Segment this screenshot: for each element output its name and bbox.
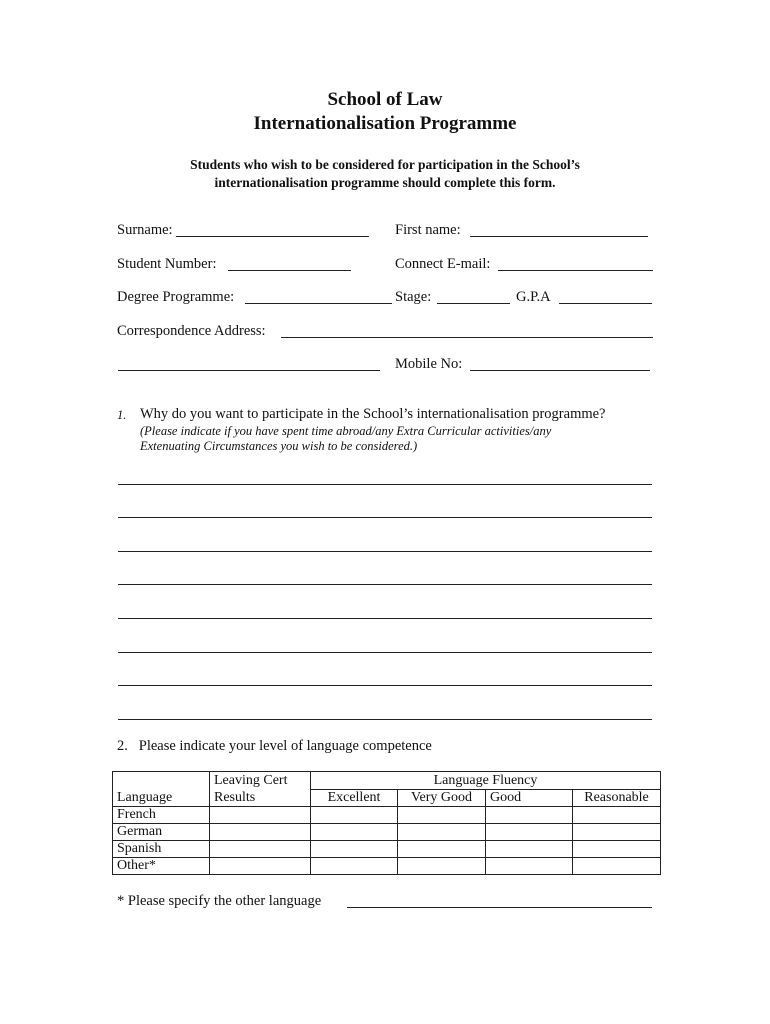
language-name: Other* [113, 857, 210, 874]
student-number-field[interactable] [228, 270, 351, 271]
question-1-note-line-1: (Please indicate if you have spent time abroad/any Extra Curricular activities/any [140, 424, 552, 438]
answer-line[interactable] [118, 484, 652, 485]
good-cell[interactable] [486, 857, 573, 874]
answer-line[interactable] [118, 618, 652, 619]
connect-email-label: Connect E-mail: [395, 256, 491, 272]
page-title: School of Law [327, 89, 443, 110]
gpa-field[interactable] [559, 303, 652, 304]
language-name: German [113, 823, 210, 840]
language-competence-table [112, 771, 661, 875]
reasonable-cell[interactable] [573, 823, 661, 840]
degree-programme-field[interactable] [245, 303, 392, 304]
fluency-excellent-header: Excellent [311, 789, 398, 806]
leaving-cert-cell[interactable] [210, 857, 311, 874]
stage-label: Stage: [395, 289, 432, 305]
excellent-cell[interactable] [311, 806, 398, 823]
first-name-field[interactable] [470, 236, 648, 237]
leaving-cert-cell[interactable] [210, 840, 311, 857]
instructions-line-2: internationalisation programme should complete this form. [214, 175, 556, 190]
stage-field[interactable] [437, 303, 510, 304]
leaving-cert-cell[interactable] [210, 806, 311, 823]
fluency-good-header: Good [486, 789, 573, 806]
fluency-reasonable-header: Reasonable [573, 789, 661, 806]
table-row [113, 840, 661, 857]
other-language-field[interactable] [347, 907, 652, 908]
question-2-text: 2. Please indicate your level of language competence [117, 738, 432, 754]
leaving-cert-header-line-2: Results [210, 789, 311, 806]
correspondence-address-field[interactable] [281, 337, 653, 338]
question-1-text: Why do you want to participate in the School’s internationalisation programme? [140, 406, 606, 422]
excellent-cell[interactable] [311, 840, 398, 857]
mobile-no-label: Mobile No: [395, 356, 463, 372]
connect-email-field[interactable] [498, 270, 653, 271]
student-number-label: Student Number: [117, 256, 217, 272]
language-fluency-header: Language Fluency [311, 772, 661, 790]
very-good-cell[interactable] [398, 823, 486, 840]
language-name: French [113, 806, 210, 823]
good-cell[interactable] [486, 840, 573, 857]
other-language-footnote: * Please specify the other language [117, 893, 322, 909]
degree-programme-label: Degree Programme: [117, 289, 235, 305]
page-subtitle-title: Internationalisation Programme [253, 113, 517, 134]
very-good-cell[interactable] [398, 806, 486, 823]
language-column-header: Language [113, 772, 210, 807]
instructions-line-1: Students who wish to be considered for participation in the School’s [190, 157, 580, 172]
correspondence-address-label: Correspondence Address: [117, 323, 266, 339]
leaving-cert-header-line-1: Leaving Cert [210, 772, 311, 790]
correspondence-address-line-2-field[interactable] [118, 370, 380, 371]
question-1-note-line-2: Extenuating Circumstances you wish to be considered.) [140, 439, 418, 453]
surname-field[interactable] [176, 236, 369, 237]
reasonable-cell[interactable] [573, 840, 661, 857]
surname-label: Surname: [117, 222, 173, 238]
reasonable-cell[interactable] [573, 857, 661, 874]
very-good-cell[interactable] [398, 857, 486, 874]
answer-line[interactable] [118, 652, 652, 653]
table-row [113, 823, 661, 840]
answer-line[interactable] [118, 551, 652, 552]
table-row [113, 806, 661, 823]
leaving-cert-cell[interactable] [210, 823, 311, 840]
answer-line[interactable] [118, 584, 652, 585]
very-good-cell[interactable] [398, 840, 486, 857]
reasonable-cell[interactable] [573, 806, 661, 823]
question-1-number: 1. [117, 408, 127, 422]
first-name-label: First name: [395, 222, 461, 238]
excellent-cell[interactable] [311, 823, 398, 840]
language-name: Spanish [113, 840, 210, 857]
answer-line[interactable] [118, 685, 652, 686]
answer-line[interactable] [118, 719, 652, 720]
excellent-cell[interactable] [311, 857, 398, 874]
table-header-row-1 [113, 772, 661, 790]
mobile-no-field[interactable] [470, 370, 650, 371]
fluency-very-good-header: Very Good [398, 789, 486, 806]
good-cell[interactable] [486, 806, 573, 823]
good-cell[interactable] [486, 823, 573, 840]
answer-line[interactable] [118, 517, 652, 518]
table-row [113, 857, 661, 874]
gpa-label: G.P.A [516, 289, 551, 305]
